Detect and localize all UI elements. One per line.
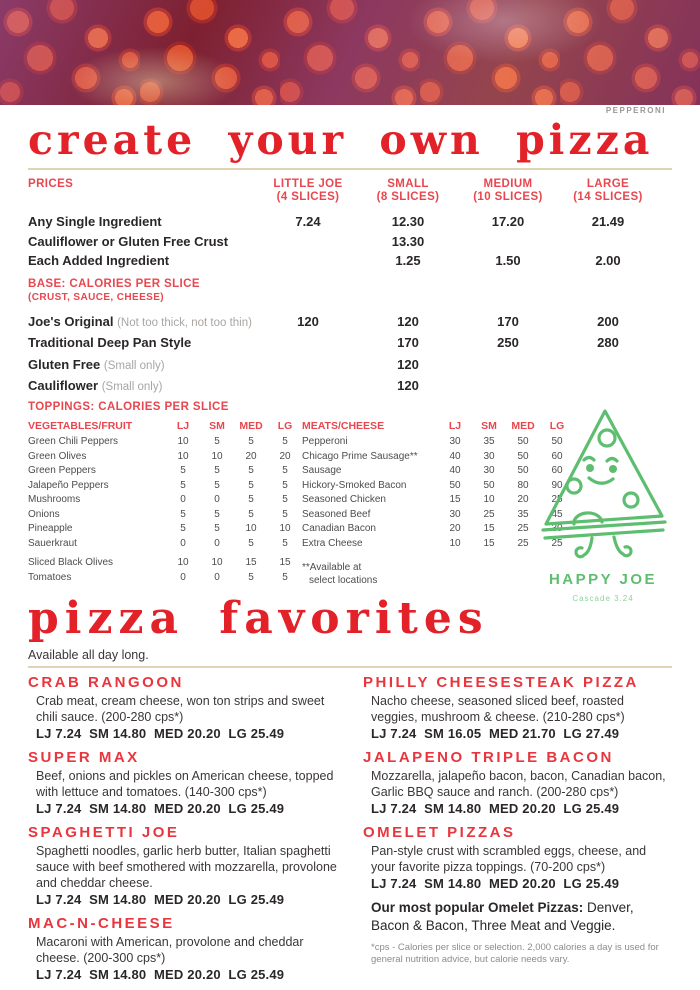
val-med: 5 [248,508,254,520]
calories-footnote: *cps - Calories per slice or selection. 2,000 calories a day is used for general nutrition advice, but calorie needs vary. [371,942,659,966]
table-row [28,570,306,585]
veg-rows [28,434,306,550]
happy-joe-mascot [534,406,672,603]
table-row [28,463,306,478]
base-table [28,307,672,393]
item-prices: LJ 7.24 SM 14.80 MED 20.20 LG 25.49 [36,967,285,983]
topping-name: Extra Cheese [302,537,363,549]
cal-lg: 280 [597,335,619,351]
val-lj: 10 [177,436,189,447]
popular-omelet-pizzas [371,899,672,934]
row-label [28,314,258,329]
item-prices: LJ 7.24 SM 14.80 MED 20.20 LG 25.49 [371,801,620,817]
val-med: 20 [517,494,529,505]
row-label: Any Single Ingredient [28,214,162,230]
price-med: 17.20 [491,214,525,230]
prices-rows [28,210,672,269]
item-description: Spaghetti noodles, garlic herb butter, Italian spaghetti sauce with beef smothered with mozzarella, provolone and cheddar cheese. [36,844,337,891]
val-lj: 50 [449,479,461,491]
table-row [28,449,306,464]
val-med: 25 [517,537,529,549]
val-sm: 5 [214,436,220,447]
val-sm: 5 [214,479,220,491]
toppings-header: TOPPINGS: CALORIES PER SLICE [28,401,229,414]
menu-item [363,674,672,741]
val-med: 50 [517,450,529,462]
val-sm: 15 [483,537,495,549]
val-lj: 40 [449,450,461,462]
table-row [28,478,306,493]
col-med: MED [239,420,263,433]
col-sm: SM [481,420,497,433]
val-lj: 5 [180,479,186,491]
item-name: OMELET PIZZAS [363,824,516,842]
topping-name: Hickory-Smoked Bacon [302,479,407,491]
size-column-header [258,178,358,204]
val-sm: 10 [211,450,223,462]
cal-lg: 200 [597,313,619,329]
base-section-header [28,278,700,303]
mascot-name: HAPPY JOE [548,571,658,589]
item-name: SPAGHETTI JOE [28,824,180,842]
val-med: 50 [517,436,529,447]
menu-item [28,824,337,907]
topping-name: Green Olives [28,450,87,462]
val-sm: 15 [483,523,495,534]
val-med: 20 [245,450,257,462]
val-sm: 5 [214,523,220,534]
topping-name: Seasoned Beef [302,508,371,520]
base-header-line2: (CRUST, SAUCE, CHEESE) [28,291,165,303]
favorites-right-items [363,674,672,891]
val-med: 25 [517,523,529,534]
val-sm: 10 [211,557,223,568]
pepperoni-pizza-photo [0,0,700,105]
table-row [28,229,672,249]
size-slices: (8 SLICES) [376,191,440,204]
divider-line [28,666,672,668]
favorites-columns [28,674,672,990]
price-lj: 7.24 [295,214,321,230]
size-name: LARGE [586,177,630,190]
val-med: 5 [248,571,254,583]
val-lj: 30 [449,436,461,447]
val-sm: 30 [483,450,495,462]
item-description: Macaroni with American, provolone and cheddar cheese. (200-300 cps*) [36,935,304,966]
val-sm: 5 [214,465,220,476]
val-med: 5 [248,465,254,476]
popular-lead: Our most popular Omelet Pizzas: [371,900,584,916]
size-slices: (10 SLICES) [473,191,543,204]
val-med: 15 [245,557,257,568]
val-lg: 45 [551,508,563,520]
table-row [28,372,672,394]
row-label [28,357,258,372]
table-row [28,350,672,372]
cal-med: 170 [497,313,519,329]
divider-line [28,168,672,170]
val-lg: 15 [279,557,291,568]
val-lg: 30 [551,523,563,534]
size-slices: (14 SLICES) [573,191,643,204]
row-label: Cauliflower or Gluten Free Crust [28,233,229,249]
table-row [28,507,306,522]
val-lj: 30 [449,508,461,520]
vegetables-table [28,418,306,587]
table-row [28,521,306,536]
footnote-line2: select locations [309,574,378,586]
topping-name: Pineapple [28,523,73,534]
price-med: 1.50 [495,253,521,269]
topping-name: Jalapeño Peppers [28,479,109,491]
menu-item [363,824,672,891]
price-lg: 21.49 [591,214,625,230]
size-column-header [558,178,658,204]
val-lj: 40 [449,465,461,476]
topping-name: Green Peppers [28,465,96,476]
val-sm: 0 [214,571,220,583]
val-lg: 5 [282,494,288,505]
meat-header: MEATS/CHEESE [302,420,385,433]
item-description: Pan-style crust with scrambled eggs, cheese, and your favorite pizza toppings. (70-200 cps*) [371,844,647,875]
val-lg: 5 [282,436,288,447]
val-lj: 15 [449,494,461,505]
val-lg: 90 [551,479,563,491]
val-lg: 5 [282,537,288,549]
val-lg: 5 [282,508,288,520]
val-lj: 10 [177,450,189,462]
val-sm: 50 [483,479,495,491]
val-lg: 5 [282,465,288,476]
val-lj: 0 [180,494,186,505]
size-name: LITTLE JOE [273,177,343,190]
base-name: Gluten Free [28,356,101,372]
row-label [28,378,258,393]
val-lg: 60 [551,465,563,476]
val-lg: 25 [551,537,563,549]
size-column-header [358,178,458,204]
pizza-favorites-title: pizza favorites [28,593,489,645]
prices-table [28,178,672,269]
cal-lj: 120 [297,313,319,329]
item-prices: LJ 7.24 SM 14.80 MED 20.20 LG 25.49 [36,892,285,908]
size-name: SMALL [387,177,429,190]
table-row [28,329,672,351]
favorites-left-column [28,674,337,990]
cal-sm: 170 [397,335,419,351]
item-description: Nacho cheese, seasoned sliced beef, roasted veggies, mushroom & cheese. (210-280 cps*) [371,694,625,725]
photo-caption: PEPPERONI [605,106,666,115]
item-name: PHILLY CHEESESTEAK PIZZA [363,674,639,692]
val-lg: 5 [282,571,288,583]
base-name: Cauliflower [28,378,99,394]
val-lj: 10 [177,557,189,568]
item-description: Crab meat, cream cheese, won ton strips and sweet chili sauce. (200-280 cps*) [36,694,325,725]
toppings-tables [28,418,672,604]
prices-header-row [28,178,672,210]
table-row [28,210,672,230]
size-name: MEDIUM [483,177,533,190]
prices-header: PRICES [28,177,74,190]
val-med: 5 [248,537,254,549]
topping-name: Onions [28,508,60,520]
base-name: Traditional Deep Pan Style [28,335,192,351]
cal-sm: 120 [397,378,419,394]
favorites-subtitle: Available all day long. [28,648,149,663]
val-med: 5 [248,479,254,491]
size-column-header [458,178,558,204]
col-lg: LG [549,420,565,433]
col-lg: LG [277,420,293,433]
topping-name: Chicago Prime Sausage** [302,450,418,462]
price-sm: 12.30 [391,214,425,230]
topping-name: Green Chili Peppers [28,436,119,447]
footnote-line1: **Available at [302,562,362,574]
val-lj: 0 [180,571,186,583]
val-lj: 20 [449,523,461,534]
veg-header: VEGETABLES/FRUIT [28,420,133,433]
base-name: Joe's Original [28,313,114,329]
val-sm: 25 [483,508,495,520]
cal-sm: 120 [397,313,419,329]
val-sm: 35 [483,436,495,447]
cal-sm: 120 [397,356,419,372]
item-name: CRAB RANGOON [28,674,184,692]
topping-name: Canadian Bacon [302,523,376,534]
val-sm: 10 [483,494,495,505]
table-row [28,536,306,551]
veg-header-row [28,418,306,434]
cal-med: 250 [497,335,519,351]
price-sm: 13.30 [391,233,425,249]
row-label: Each Added Ingredient [28,253,170,269]
topping-name: Sauerkraut [28,537,77,549]
create-your-own-pizza-title: create your own pizza [28,116,654,164]
val-lg: 60 [551,450,563,462]
topping-name: Seasoned Chicken [302,494,386,505]
veg-rows-extra [28,555,306,584]
val-lg: 5 [282,479,288,491]
val-med: 35 [517,508,529,520]
table-row [28,249,672,269]
base-note: (Small only) [103,359,165,372]
val-med: 50 [517,465,529,476]
menu-item [363,749,672,816]
base-note: (Small only) [101,381,163,394]
table-row [28,434,306,449]
price-sm: 1.25 [395,253,421,269]
base-rows [28,307,672,393]
menu-item [28,915,337,982]
val-lg: 25 [551,494,563,505]
item-name: JALAPENO TRIPLE BACON [363,749,614,767]
col-med: MED [511,420,535,433]
topping-name: Mushrooms [28,494,81,505]
table-row [28,492,306,507]
val-med: 10 [245,523,257,534]
item-prices: LJ 7.24 SM 14.80 MED 20.20 LG 25.49 [36,726,285,742]
val-sm: 0 [214,537,220,549]
val-med: 5 [248,436,254,447]
val-sm: 30 [483,465,495,476]
val-lg: 50 [551,436,563,447]
menu-item [28,674,337,741]
topping-name: Sliced Black Olives [28,557,114,568]
val-med: 80 [517,479,529,491]
val-lg: 20 [279,450,291,462]
item-name: MAC-N-CHEESE [28,915,175,933]
item-prices: LJ 7.24 SM 16.05 MED 21.70 LG 27.49 [371,726,620,742]
col-sm: SM [209,420,225,433]
val-lj: 0 [180,537,186,549]
topping-name: Pepperoni [302,436,348,447]
base-note: (Not too thick, not too thin) [117,316,252,329]
val-sm: 0 [214,494,220,505]
val-lj: 10 [449,537,461,549]
col-lj: LJ [448,420,462,433]
item-prices: LJ 7.24 SM 14.80 MED 20.20 LG 25.49 [36,801,285,817]
val-lg: 10 [279,523,291,534]
val-lj: 5 [180,508,186,520]
favorites-right-column [363,674,672,990]
mascot-caption: Cascade 3.24 [572,594,634,604]
price-lg: 2.00 [595,253,621,269]
menu-item [28,749,337,816]
table-row [28,555,306,570]
item-description: Beef, onions and pickles on American cheese, topped with lettuce and tomatoes. (140-300 cps*) [36,769,334,800]
item-prices: LJ 7.24 SM 14.80 MED 20.20 LG 25.49 [371,876,620,892]
row-label [28,335,258,350]
topping-name: Sausage [302,465,342,476]
item-description: Mozzarella, jalapeño bacon, bacon, Canadian bacon, Garlic BBQ sauce and ranch. (200-280 cps*) [371,769,666,800]
item-name: SUPER MAX [28,749,140,767]
val-med: 5 [248,494,254,505]
val-lj: 5 [180,523,186,534]
pizza-slice-character-icon [534,406,672,564]
val-sm: 5 [214,508,220,520]
base-header-line1: BASE: CALORIES PER SLICE [28,278,200,291]
size-slices: (4 SLICES) [276,191,340,204]
val-lj: 5 [180,465,186,476]
table-row [28,307,672,329]
popular-rest: Denver, Bacon & Bacon, Three Meat and Veggie. [371,900,634,933]
topping-name: Tomatoes [28,571,72,583]
col-lj: LJ [176,420,190,433]
